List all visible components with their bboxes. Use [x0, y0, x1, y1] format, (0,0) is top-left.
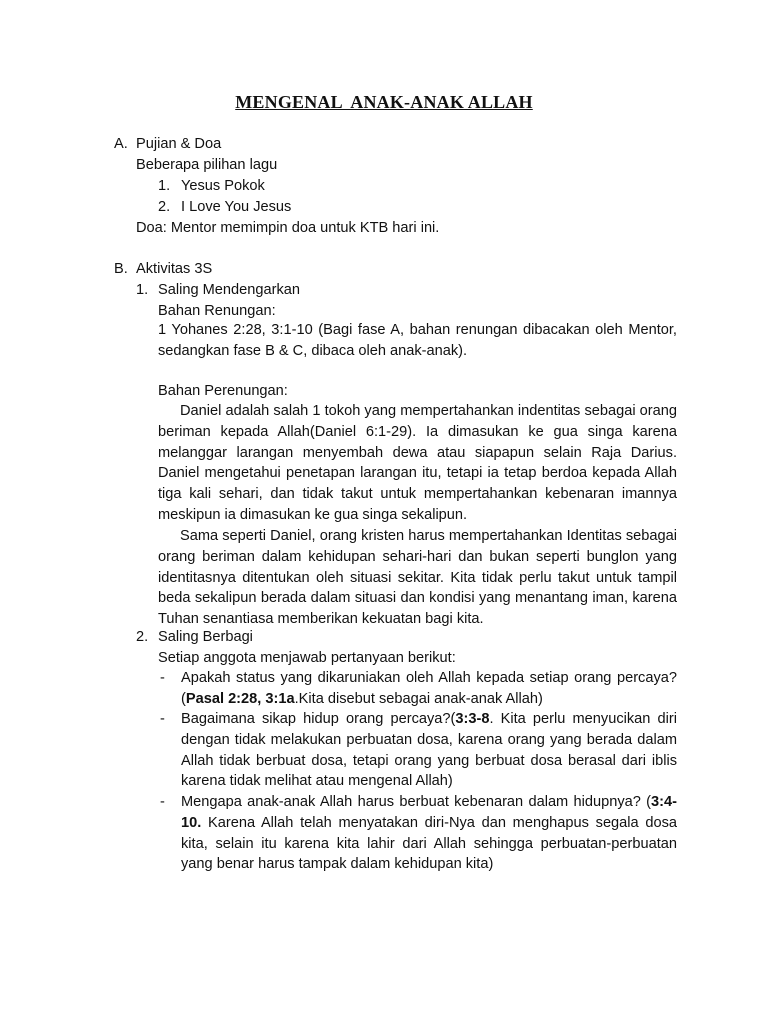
question-1: [181, 668, 677, 710]
section-a-heading: Pujian & Doa: [136, 136, 222, 152]
perenungan-paragraph-2: Sama seperti Daniel, orang kristen harus mempertahankan Identitas sebagai orang beriman dalam kehidupan sehari-hari dan bukan seperti bunglon yang identitasnya ditentukan oleh situasi sekitar. Kita tidak perlu takut untuk tampil beda sekalipun berada dalam situasi dan kondisi yang menantang iman, karena Tuhan senantiasa memberikan kekuatan bagi kita.: [158, 528, 677, 628]
song-1-title: Yesus Pokok: [181, 178, 265, 194]
question-3-text: Mengapa anak-anak Allah harus berbuat kebenaran dalam hidupnya? (: [181, 794, 652, 810]
question-3-dash: -: [160, 794, 165, 810]
section-b-heading: Aktivitas 3S: [136, 261, 213, 277]
section-a-marker: A.: [114, 136, 128, 152]
item-1-number: 1.: [136, 282, 149, 298]
question-1-text: Apakah status yang dikaruniakan oleh Allah kepada setiap orang percaya? (: [181, 670, 677, 707]
question-2-dash: -: [160, 711, 165, 727]
question-1-dash: -: [160, 670, 165, 686]
question-1-reference: Pasal 2:28, 3:1a: [185, 690, 295, 707]
item-2-number: 2.: [136, 629, 149, 645]
question-3-answer: Karena Allah telah menyatakan diri-Nya dan menghapus segala dosa kita, selain itu karena kita lahir dari Allah sehingga perbuatan-perbuatan yang benar harus tampak dalam kehidupan kita): [181, 814, 677, 873]
perenungan-paragraph-1: Daniel adalah salah 1 tokoh yang mempertahankan indentitas sebagai orang beriman kepada Allah(Daniel 6:1-29). Ia dimasukan ke gua singa karena melanggar larangan menyembah dewa atau siapapun selain Raja Darius. Daniel mengetahui penetapan larangan itu, tetapi ia tetap berdoa kepada Allah tiga kali sehari, dan tidak takut untuk mempertahankan kebenaran imannya meskipun ia dimasukan ke gua singa sekalipun.: [158, 403, 677, 523]
section-b-marker: B.: [114, 261, 128, 277]
bahan-renungan-label: Bahan Renungan:: [158, 303, 276, 319]
perenungan-label: Bahan Perenungan:: [158, 383, 288, 399]
song-intro: Beberapa pilihan lagu: [136, 157, 278, 173]
song-1-number: 1.: [158, 178, 171, 194]
question-2-answer: . Kita perlu menyucikan diri dengan tidak melakukan perbuatan dosa, karena orang yang berada dalam Allah tidak berbuat dosa, tetapi orang yang berbuat dosa berasal dari iblis karena tidak melihat atau mengenal Allah): [181, 711, 677, 790]
song-2-number: 2.: [158, 199, 171, 215]
question-2-reference: 3:3-8: [455, 711, 490, 727]
question-2: [181, 709, 677, 792]
song-2-title: I Love You Jesus: [181, 199, 292, 215]
item-2-heading: Saling Berbagi: [158, 629, 253, 645]
question-2-text: Bagaimana sikap hidup orang percaya?(: [181, 711, 456, 727]
prayer-line: Doa: Mentor memimpin doa untuk KTB hari ini.: [136, 220, 440, 236]
questions-intro: Setiap anggota menjawab pertanyaan berikut:: [158, 650, 456, 666]
question-3-reference: 3:4-10.: [181, 794, 677, 831]
document-title: MENGENAL ANAK-ANAK ALLAH: [235, 92, 533, 112]
item-1-heading: Saling Mendengarkan: [158, 282, 300, 298]
bahan-renungan-text: 1 Yohanes 2:28, 3:1-10 (Bagi fase A, bahan renungan dibacakan oleh Mentor, sedangkan fase B & C, dibaca oleh anak-anak).: [158, 322, 677, 359]
question-1-answer: .Kita disebut sebagai anak-anak Allah): [294, 690, 543, 707]
question-3: [181, 792, 677, 875]
